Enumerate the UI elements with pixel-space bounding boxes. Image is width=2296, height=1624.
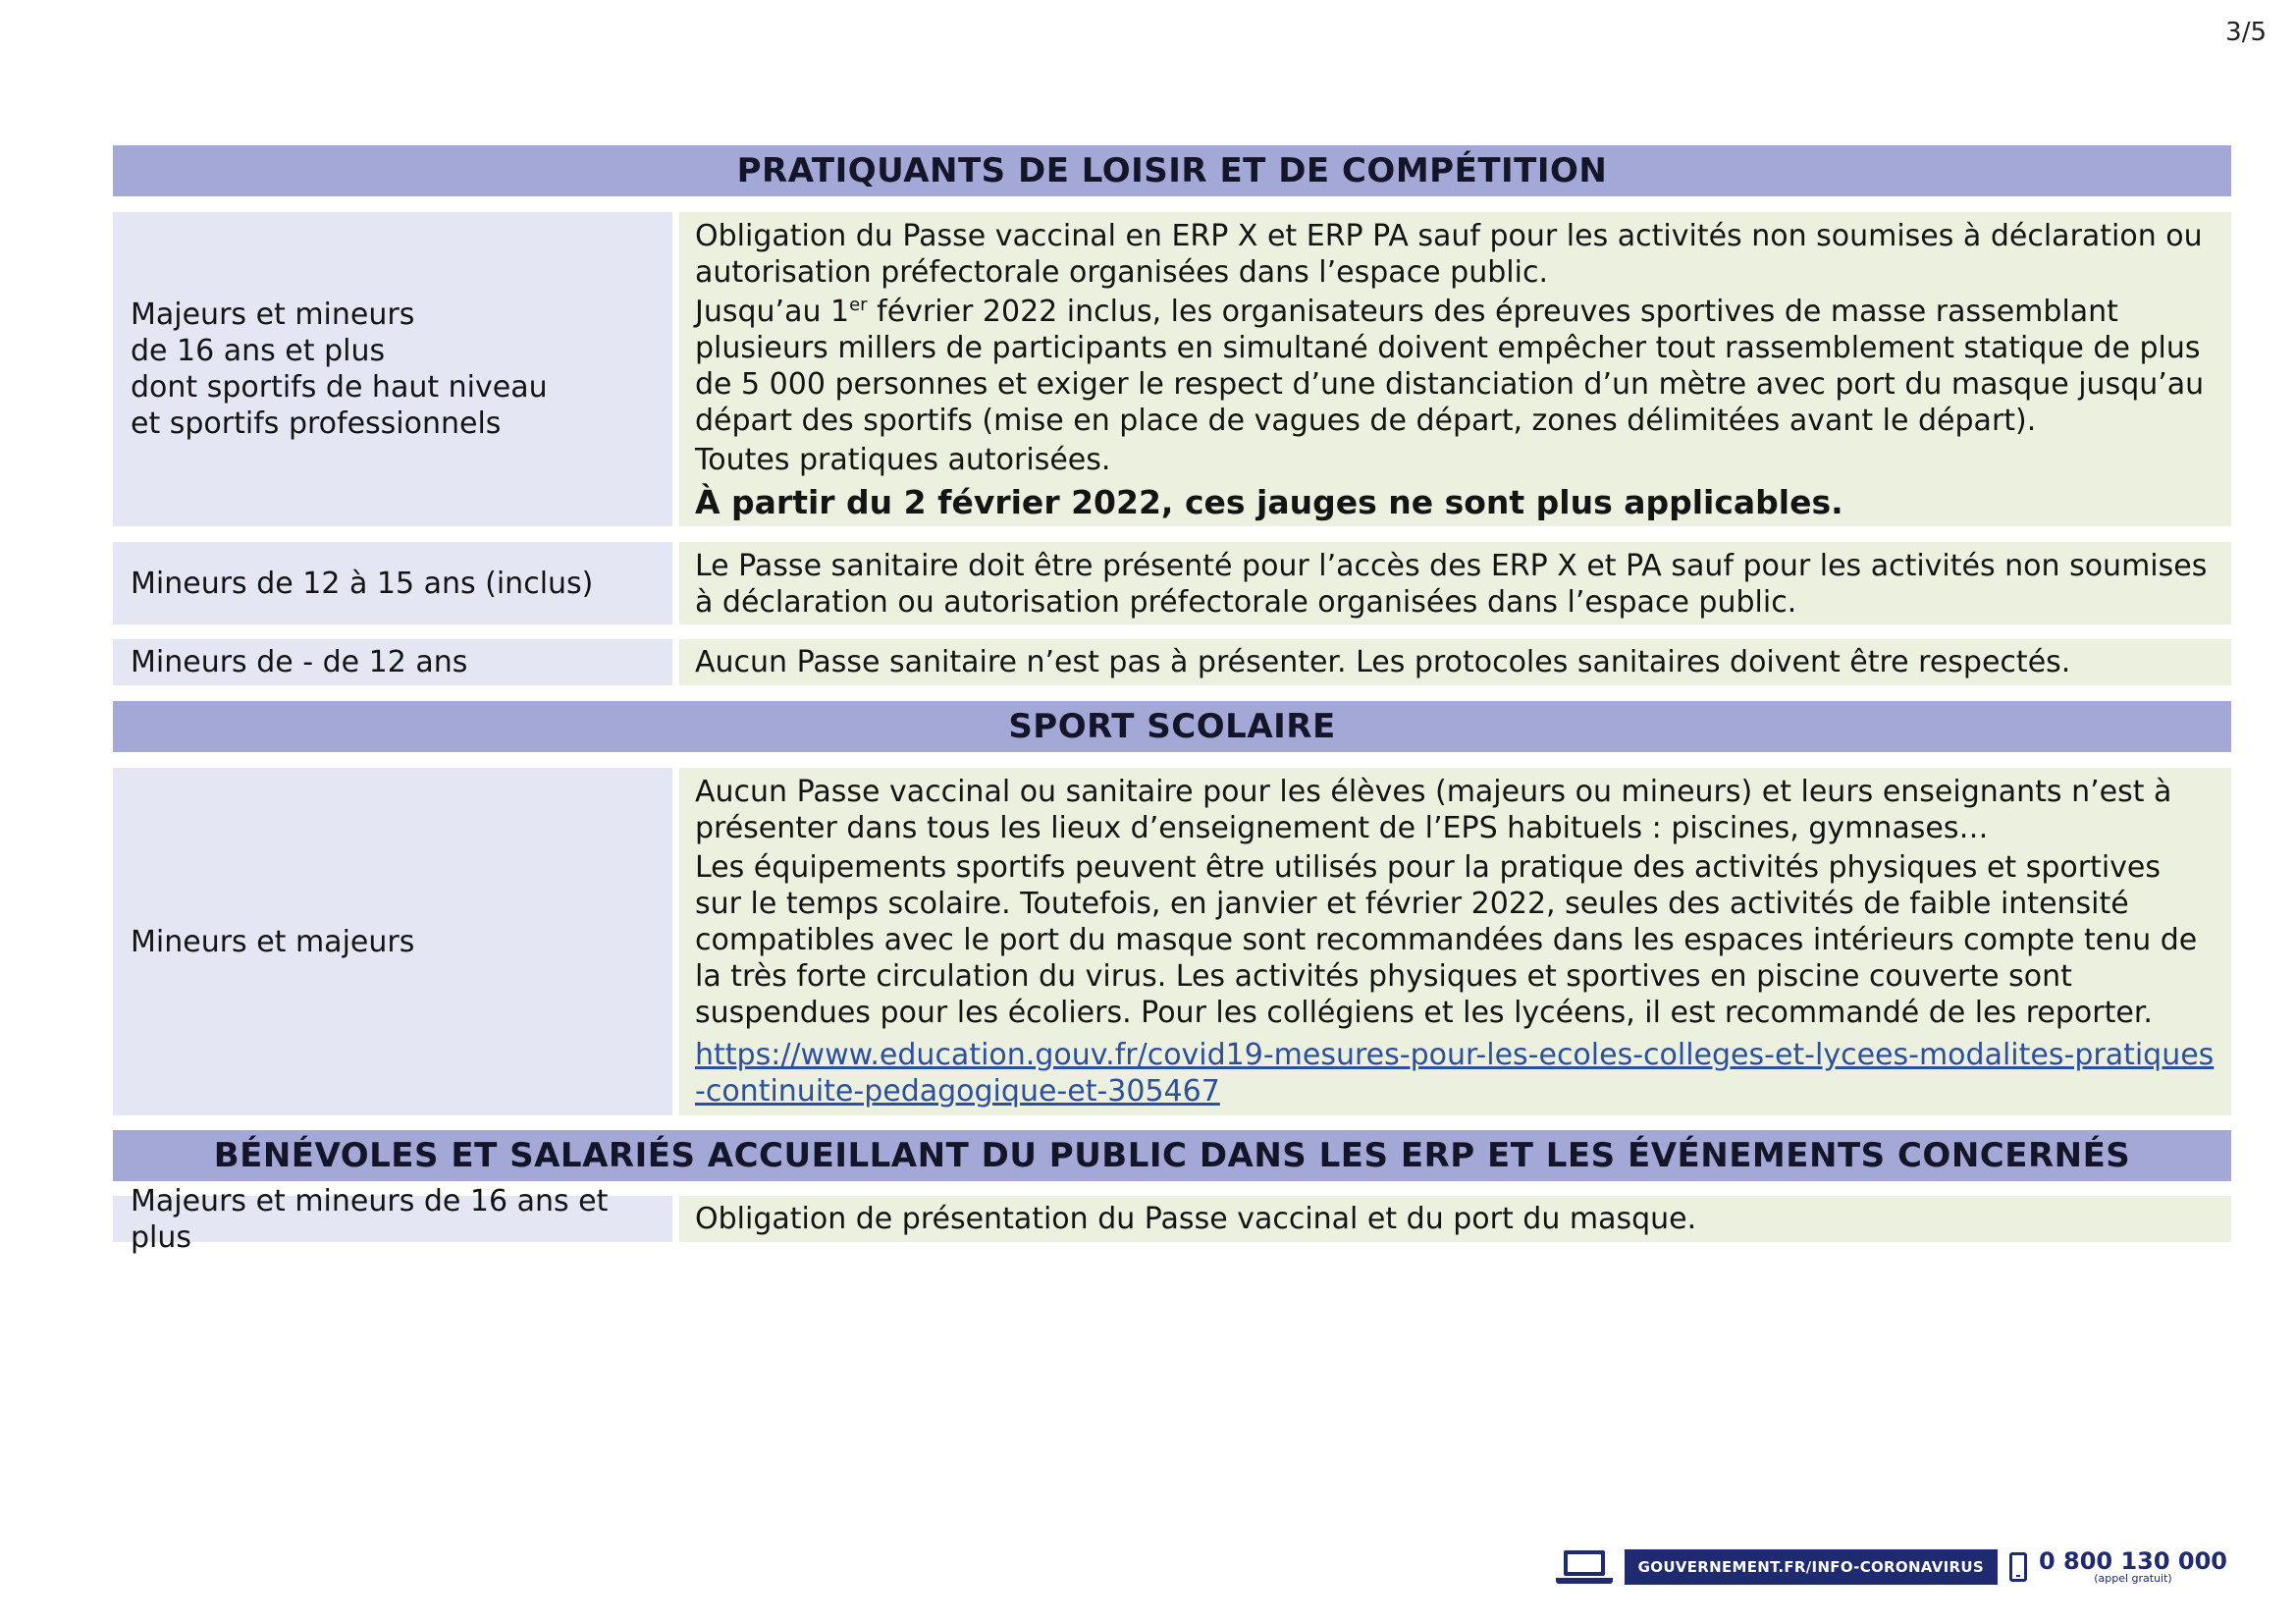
row-label: Mineurs de - de 12 ans [113, 639, 672, 685]
highlight-paragraph: À partir du 2 février 2022, ces jauges ne sont plus applicables. [695, 483, 1843, 521]
phone-icon [2009, 1552, 2027, 1582]
row-label: Majeurs et mineurs de 16 ans et plus [113, 1196, 672, 1242]
row-content: Le Passe sanitaire doit être présenté pour l’accès des ERP X et PA sauf pour les activités non soumises à déclaration ou autorisation préfectorale organisées dans l’espace public. [679, 542, 2231, 624]
row-content: Obligation de présentation du Passe vaccinal et du port du masque. [679, 1196, 2231, 1242]
paragraph: Les équipements sportifs peuvent être utilisés pour la pratique des activités physiques et sportives sur le temps scolaire. Toutefois, en janvier et février 2022, seules des activités de faible intensité compatibles avec le port du masque sont recommandées dans les espaces intérieurs compte tenu de la très forte circulation du virus. Les activités physiques et sportives en piscine couverte sont suspendues pour les écoliers. Pour les collégiens et les lycéens, il est recommandé de les reporter. [695, 850, 2198, 1030]
education-gouv-link[interactable]: https://www.education.gouv.fr/covid19-mesures-pour-les-ecoles-colleges-et-lycees-modalites-pratiques-continuite-pedagogique-et-305467 [695, 1038, 2215, 1109]
section-header-sport-scolaire: SPORT SCOLAIRE [113, 701, 2231, 752]
phone-note: (appel gratuit) [2094, 1572, 2172, 1585]
row-content [679, 768, 2231, 1115]
paragraph: Obligation du Passe vaccinal en ERP X et ERP PA sauf pour les activités non soumises à déclaration ou autorisation préfectorale organisées dans l’espace public. [695, 219, 2203, 290]
paragraph: Toutes pratiques autorisées. [695, 443, 1111, 477]
phone-number[interactable]: 0 800 130 000 [2038, 1547, 2227, 1575]
row-label: Mineurs de 12 à 15 ans (inclus) [113, 542, 672, 624]
page-number: 3/5 [2225, 18, 2267, 47]
row-content: Aucun Passe sanitaire n’est pas à présenter. Les protocoles sanitaires doivent être respectés. [679, 639, 2231, 685]
row-label: Mineurs et majeurs [113, 768, 672, 1115]
table-row [113, 1183, 2231, 1255]
laptop-icon [1556, 1550, 1613, 1584]
content-table [113, 145, 2231, 1255]
education-link-wrapper [695, 1037, 2216, 1110]
table-row [113, 639, 2231, 685]
paragraph: Jusqu’au 1er février 2022 inclus, les organisateurs des épreuves sportives de masse rassemblant plusieurs millers de participants en simultané doivent empêcher tout rassemblement statique de plus de 5 000 personnes et exiger le respect d’une distanciation d’un mètre avec port du masque jusqu’au départ des sportifs (mise en place de vagues de départ, zones délimitées avant le départ). [695, 295, 2205, 438]
table-row [113, 212, 2231, 526]
phone-block [2039, 1549, 2227, 1585]
section-header-benevoles-salaries: BÉNÉVOLES ET SALARIÉS ACCUEILLANT DU PUBLIC DANS LES ERP ET LES ÉVÉNEMENTS CONCERNÉS [113, 1130, 2231, 1181]
footer [1556, 1549, 2227, 1585]
table-row [113, 768, 2231, 1115]
row-label: Majeurs et mineurs de 16 ans et plus dont sportifs de haut niveau et sportifs professionnels [113, 212, 672, 526]
gov-info-link[interactable]: GOUVERNEMENT.FR/INFO-CORONAVIRUS [1625, 1549, 1998, 1585]
row-content [679, 212, 2231, 526]
table-row [113, 542, 2231, 624]
section-header-loisir-competition: PRATIQUANTS DE LOISIR ET DE COMPÉTITION [113, 145, 2231, 196]
paragraph: Aucun Passe vaccinal ou sanitaire pour les élèves (majeurs ou mineurs) et leurs enseignants n’est à présenter dans tous les lieux d’enseignement de l’EPS habituels : piscines, gymnases… [695, 775, 2172, 845]
